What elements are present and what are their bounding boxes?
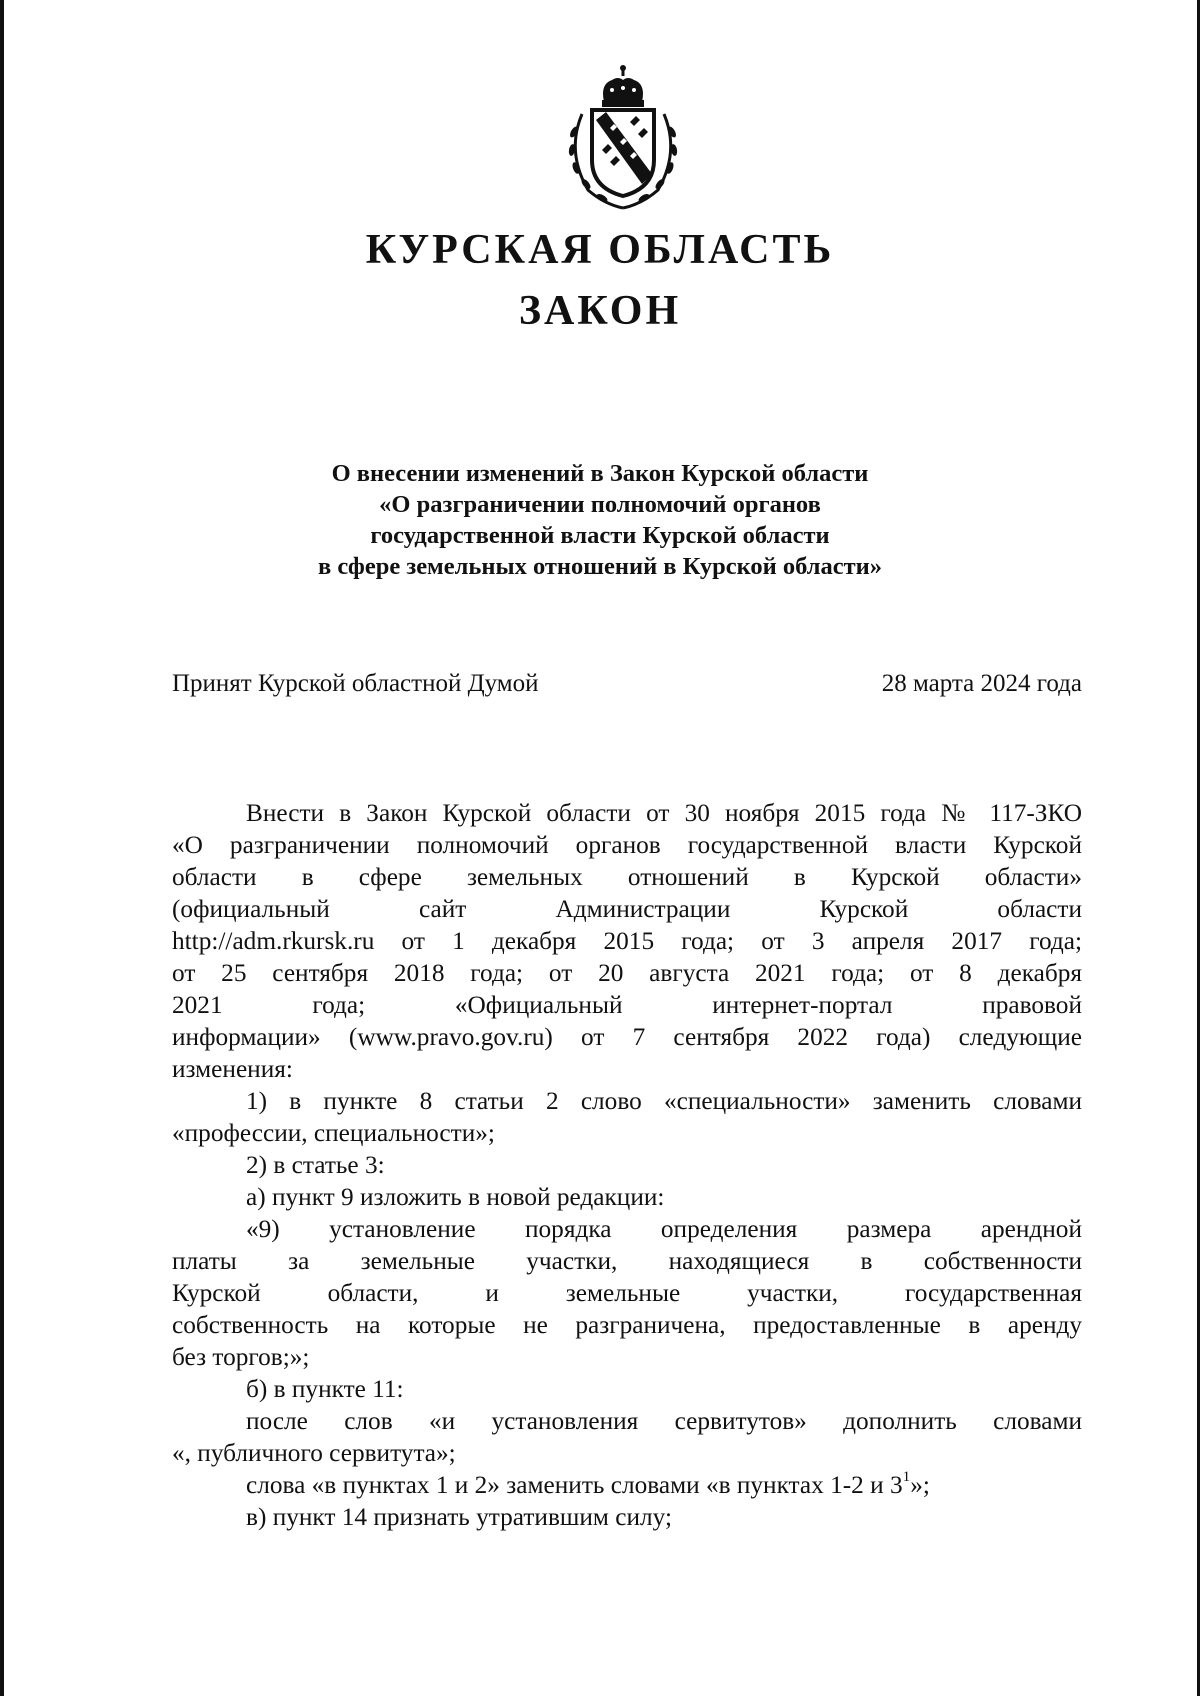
coat-of-arms-icon <box>560 62 686 210</box>
title-line: в сфере земельных отношений в Курской области» <box>317 553 883 580</box>
body-line: 2021 года; «Официальный интернет-портал правовой <box>172 991 1082 1019</box>
body-line: от 25 сентября 2018 года; от 20 августа 2021 года; от 8 декабря <box>172 959 1082 987</box>
body-line: 2) в статье 3: <box>246 1151 385 1179</box>
law-title <box>250 458 950 582</box>
document-type-heading: ЗАКОН <box>518 288 682 334</box>
body-line: собственность на которые не разграничена, предоставленные в аренду <box>172 1311 1082 1339</box>
body-line: «9) установление порядка определения размера арендной <box>246 1215 1082 1243</box>
body-line: http://adm.rkursk.ru от 1 декабря 2015 года; от 3 апреля 2017 года; <box>172 927 1082 955</box>
body-line: Курской области, и земельные участки, государственная <box>172 1279 1082 1307</box>
body-line: информации» (www.pravo.gov.ru) от 7 сентября 2022 года) следующие <box>172 1023 1082 1051</box>
body-line: «профессии, специальности»; <box>172 1119 495 1147</box>
body-line: после слов «и установления сервитутов» дополнить словами <box>246 1407 1082 1435</box>
title-line: государственной власти Курской области <box>370 522 830 549</box>
law-body <box>172 797 1082 1533</box>
adoption-line <box>172 667 1082 701</box>
title-line: О внесении изменений в Закон Курской области <box>331 460 869 487</box>
body-line: области в сфере земельных отношений в Курской области» <box>172 863 1082 891</box>
adopted-date: 28 марта 2024 года <box>881 670 1082 697</box>
body-line: (официальный сайт Администрации Курской области <box>172 895 1082 923</box>
body-line-text: слова «в пунктах 1 и 2» заменить словами «в пунктах 1-2 и 3 <box>246 1471 903 1499</box>
body-line: в) пункт 14 признать утратившим силу; <box>246 1503 672 1531</box>
region-heading: КУРСКАЯ ОБЛАСТЬ <box>365 227 835 273</box>
body-line: «, публичного сервитута»; <box>172 1439 456 1467</box>
body-line: платы за земельные участки, находящиеся в собственности <box>172 1247 1082 1275</box>
body-line: а) пункт 9 изложить в новой редакции: <box>246 1183 665 1211</box>
superscript: 1 <box>902 1468 911 1486</box>
adopted-by: Принят Курской областной Думой <box>172 670 539 697</box>
body-line-text: »; <box>910 1471 930 1499</box>
body-line: Внести в Закон Курской области от 30 ноября 2015 года № 117-ЗКО <box>246 799 1082 827</box>
body-line: «О разграничении полномочий органов государственной власти Курской <box>172 831 1082 859</box>
body-line: изменения: <box>172 1055 293 1083</box>
title-line: «О разграничении полномочий органов <box>379 491 821 518</box>
body-line-with-superscript <box>172 1469 1082 1501</box>
body-line: 1) в пункте 8 статьи 2 слово «специальности» заменить словами <box>246 1087 1082 1115</box>
body-line: без торгов;»; <box>172 1343 310 1371</box>
body-line: б) в пункте 11: <box>246 1375 404 1403</box>
